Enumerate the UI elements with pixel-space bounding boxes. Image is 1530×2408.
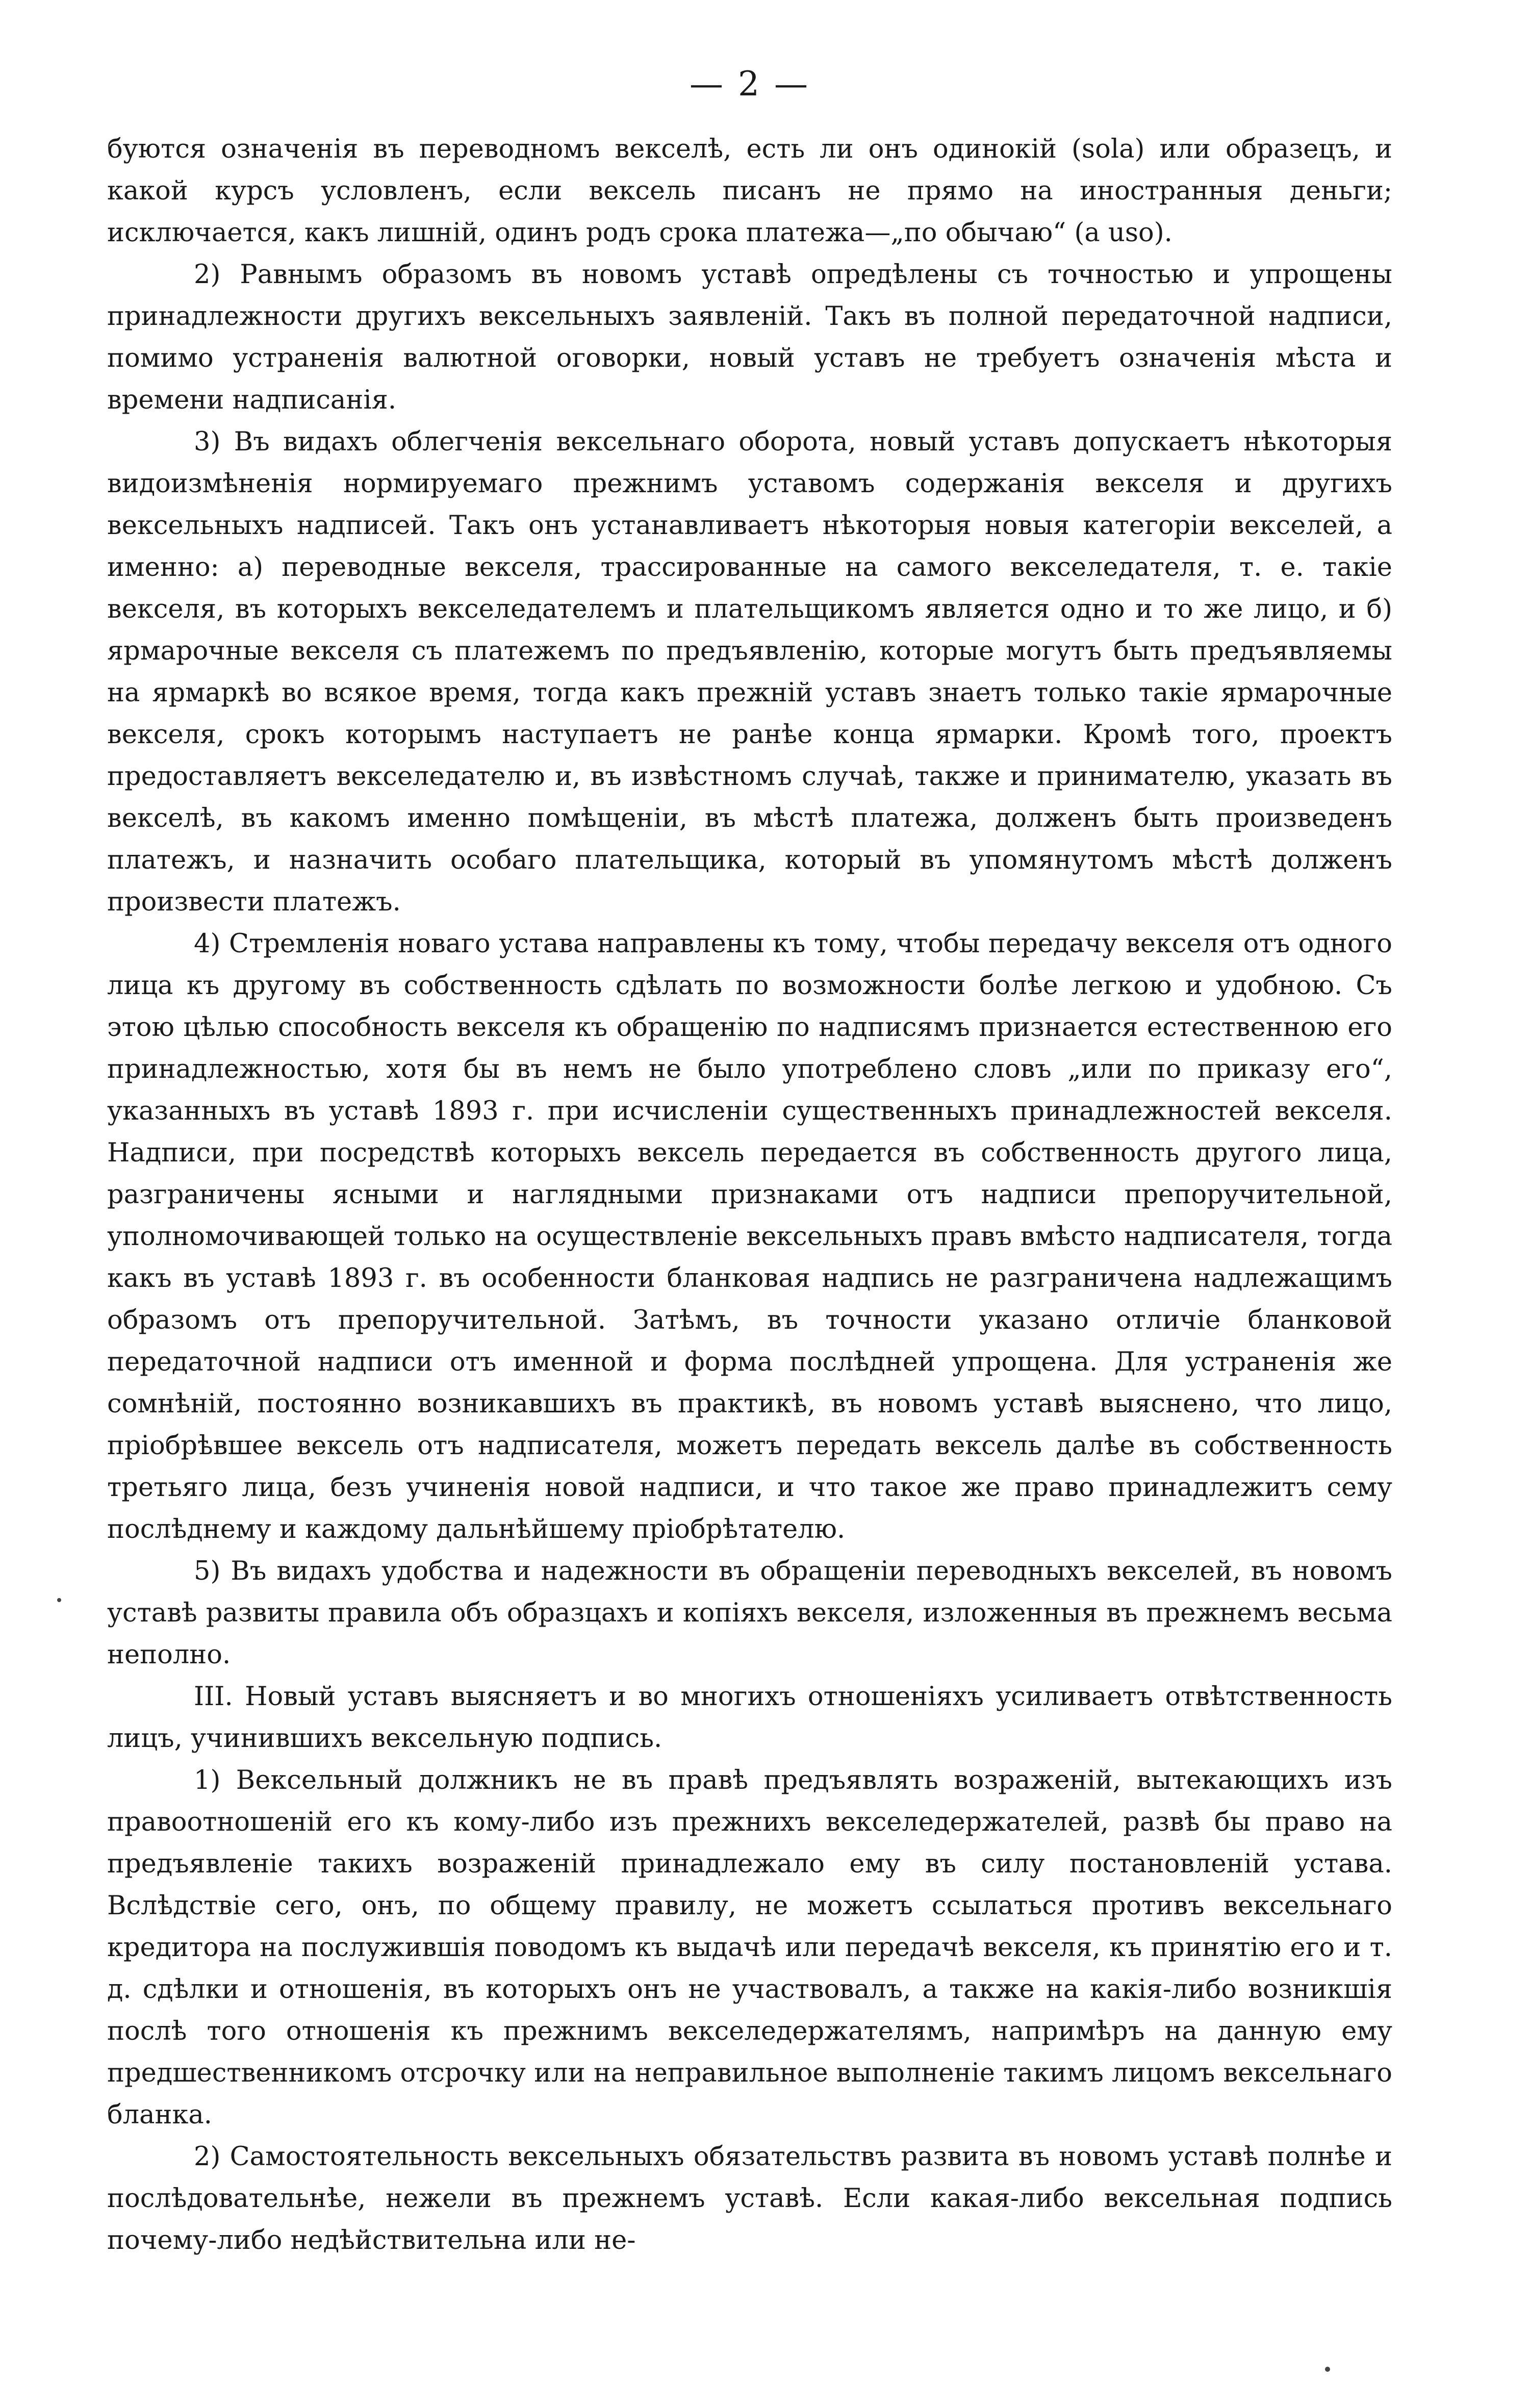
paragraph-point-3: 3) Въ видахъ облегченія вексельнаго оборота, новый уставъ допускаетъ нѣкоторыя видоизмѣненія нормируемаго прежнимъ уставомъ содержанія векселя и другихъ вексельныхъ надписей. Такъ онъ устанавливаетъ нѣкоторыя новыя категоріи векселей, а именно: а) переводные векселя, трассированные на самого векселедателя, т. е. такіе векселя, въ которыхъ векселедателемъ и плательщикомъ является одно и то же лицо, и б) ярмарочные векселя съ платежемъ по предъявленію, которые могутъ быть предъявляемы на ярмаркѣ во всякое время, тогда какъ прежній уставъ знаетъ только такіе ярмарочные векселя, срокъ которымъ наступаетъ не ранѣе конца ярмарки. Кромѣ того, проектъ предоставляетъ векселедателю и, въ извѣстномъ случаѣ, также и принимателю, указать въ векселѣ, въ какомъ именно помѣщеніи, въ мѣстѣ платежа, долженъ быть произведенъ платежъ, и назначить особаго плательщика, который въ упомянутомъ мѣстѣ долженъ произвести платежъ. — [107, 427, 1392, 917]
ink-speck — [57, 1598, 61, 1602]
paragraph-section-iii-point-1: 1) Вексельный должникъ не въ правѣ предъявлять возраженій, вытекающихъ изъ правоотношеній его къ кому-либо изъ прежнихъ векселедержателей, развѣ бы право на предъявленіе такихъ возраженій принадлежало ему въ силу постановленій устава. Вслѣдствіе сего, онъ, по общему правилу, не можетъ ссылаться противъ вексельнаго кредитора на послужившія поводомъ къ выдачѣ или передачѣ векселя, къ принятію его и т. д. сдѣлки и отношенія, въ которыхъ онъ не участвовалъ, а также на какія-либо возникшія послѣ того отношенія къ прежнимъ векселедержателямъ, напримѣръ на данную ему предшественникомъ отсрочку или на неправильное выполненіе такимъ лицомъ вексельнаго бланка. — [107, 1765, 1392, 2130]
paragraph-point-5: 5) Въ видахъ удобства и надежности въ обращеніи переводныхъ векселей, въ новомъ уставѣ развиты правила объ образцахъ и копіяхъ векселя, изложенныя въ прежнемъ весьма неполно. — [107, 1556, 1392, 1670]
paragraph-section-iii: III. Новый уставъ выясняетъ и во многихъ отношеніяхъ усиливаетъ отвѣтственность лицъ, учинившихъ вексельную подпись. — [107, 1682, 1392, 1754]
paragraph-point-4: 4) Стремленія новаго устава направлены къ тому, чтобы передачу векселя отъ одного лица къ другому въ собственность сдѣлать по возможности болѣе легкою и удобною. Съ этою цѣлью способность векселя къ обращенію по надписямъ признается естественною его принадлежностью, хотя бы въ немъ не было употреблено словъ „или по приказу его“, указанныхъ въ уставѣ 1893 г. при исчисленіи существенныхъ принадлежностей векселя. Надписи, при посредствѣ которыхъ вексель передается въ собственность другого лица, разграничены ясными и наглядными признаками отъ надписи препоручительной, уполномочивающей только на осуществленіе вексельныхъ правъ вмѣсто надписателя, тогда какъ въ уставѣ 1893 г. въ особенности бланковая надпись не разграничена надлежащимъ образомъ отъ препоручительной. Затѣмъ, въ точности указано отличіе бланковой передаточной надписи отъ именной и форма послѣдней упрощена. Для устраненія же сомнѣній, постоянно возникавшихъ въ практикѣ, въ новомъ уставѣ выяснено, что лицо, пріобрѣвшее вексель отъ надписателя, можетъ передать вексель далѣе въ собственность третьяго лица, безъ учиненія новой надписи, и что такое же право принадлежитъ сему послѣднему и каждому дальнѣйшему пріобрѣтателю. — [107, 929, 1392, 1544]
paragraph-continuation: буются означенія въ переводномъ векселѣ, есть ли онъ одинокій (sola) или образецъ, и какой курсъ условленъ, если вексель писанъ не прямо на иностранныя деньги; исключается, какъ лишній, одинъ родъ срока платежа—„по обычаю“ (a uso). — [107, 134, 1392, 248]
ink-speck — [1325, 2367, 1330, 2372]
page-number: — 2 — — [690, 64, 810, 104]
paragraph-section-iii-point-2: 2) Самостоятельность вексельныхъ обязательствъ развита въ новомъ уставѣ полнѣе и послѣдовательнѣе, нежели въ прежнемъ уставѣ. Если какая-либо вексельная подпись почему-либо недѣйствительна или не- — [107, 2142, 1392, 2255]
paragraph-point-2: 2) Равнымъ образомъ въ новомъ уставѣ опредѣлены съ точностью и упрощены принадлежности другихъ вексельныхъ заявленій. Такъ въ полной передаточной надписи, помимо устраненія валютной оговорки, новый уставъ не требуетъ означенія мѣста и времени надписанія. — [107, 260, 1392, 415]
document-page — [107, 0, 1392, 2408]
body-text — [107, 129, 1392, 2262]
